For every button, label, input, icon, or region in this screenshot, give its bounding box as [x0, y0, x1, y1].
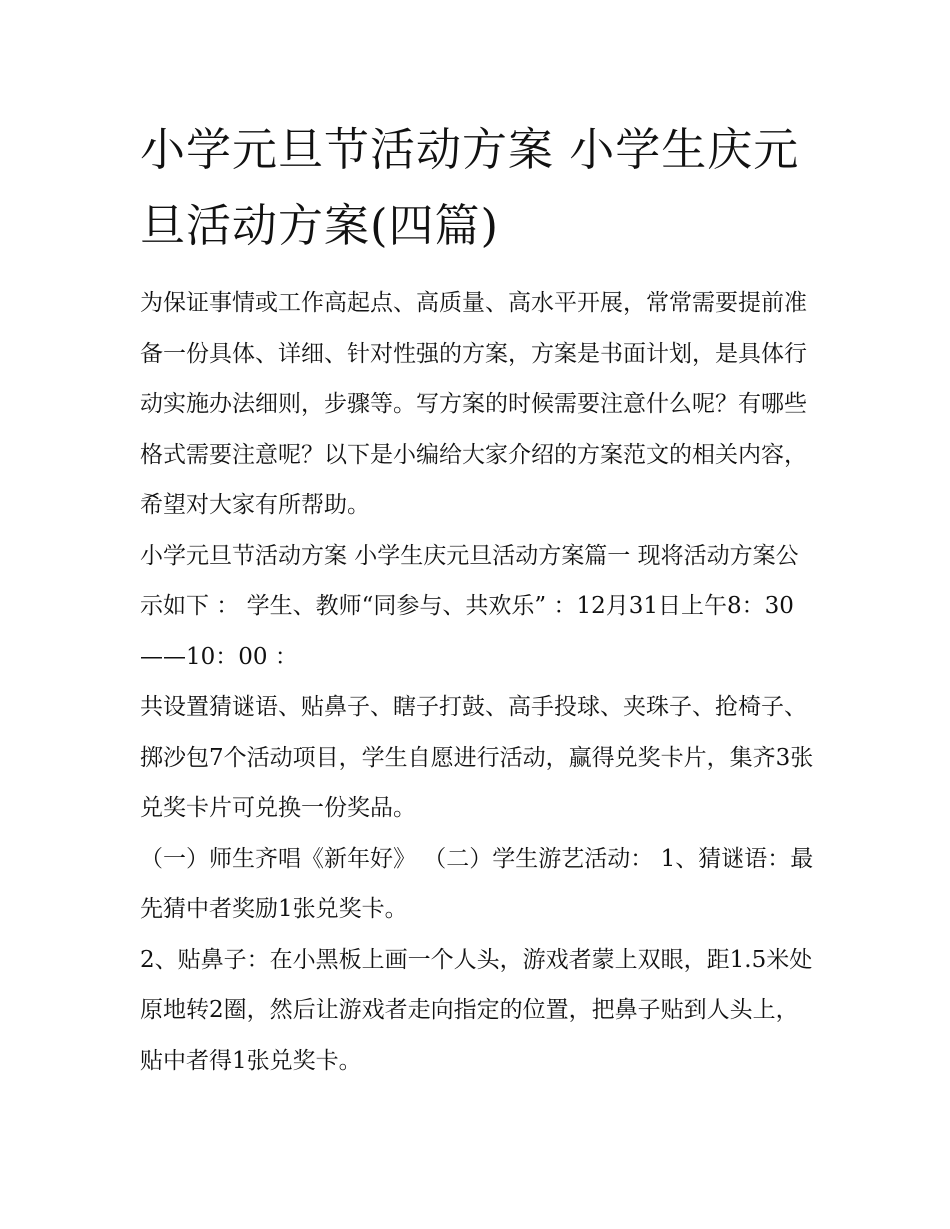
document-title: 小学元旦节活动方案 小学生庆元旦活动方案(四篇)	[140, 123, 800, 252]
document-body	[140, 112, 820, 1086]
paragraph-activities: 共设置猜谜语、贴鼻子、瞎子打鼓、高手投球、夹珠子、抢椅子、掷沙包7个活动项目，学生自愿进行活动，赢得兑奖卡片，集齐3张兑奖卡片可兑换一份奖品。	[140, 694, 814, 821]
paragraph-intro: 为保证事情或工作高起点、高质量、高水平开展，常常需要提前准备一份具体、详细、针对性强的方案，方案是书面计划，是具体行动实施办法细则，步骤等。写方案的时候需要注意什么呢？有哪些格式需要注意呢？以下是小编给大家介绍的方案范文的相关内容，希望对大家有所帮助。	[140, 290, 807, 518]
paragraph-pin-nose: 2、贴鼻子：在小黑板上画一个人头，游戏者蒙上双眼，距1.5米处原地转2圈，然后让游戏者走向指定的位置，把鼻子贴到人头上，贴中者得1张兑奖卡。	[140, 946, 813, 1074]
paragraph-program: （一）师生齐唱《新年好》 （二）学生游艺活动： 1、猜谜语：最先猜中者奖励1张兑奖卡。	[140, 845, 814, 922]
paragraph-plan-notice: 小学元旦节活动方案 小学生庆元旦活动方案篇一 现将活动方案公示如下 ： 学生、教师“同参与、共欢乐” ：12月31日上午8：30——10：00 ：	[140, 542, 799, 670]
